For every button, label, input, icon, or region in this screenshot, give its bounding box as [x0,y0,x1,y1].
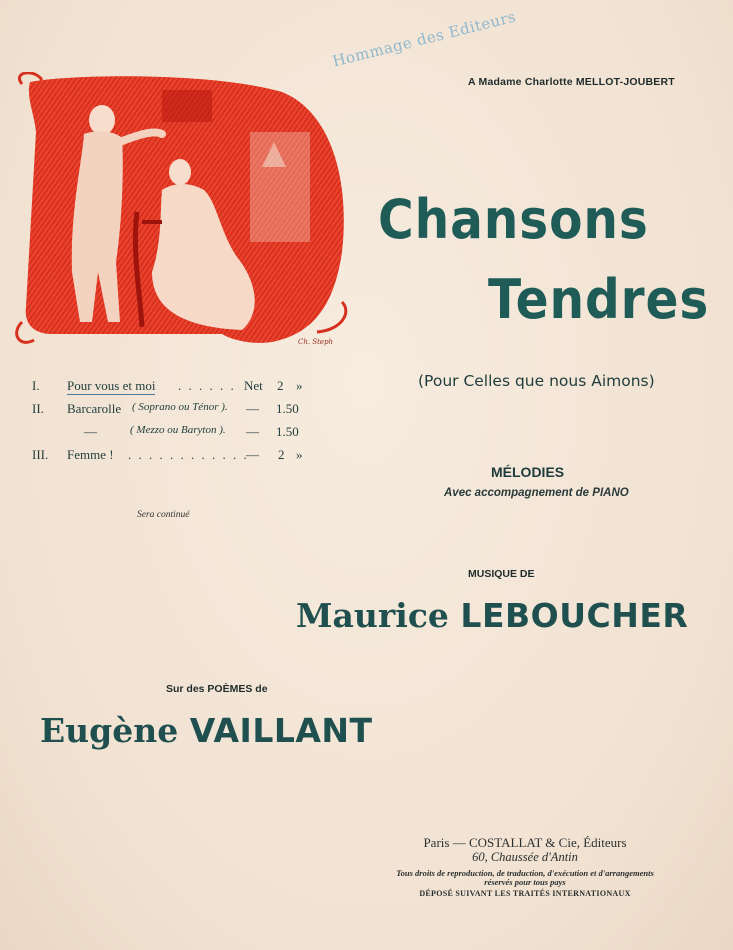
accompaniment: Avec accompagnement de PIANO [444,487,629,499]
item-number: II. [32,401,44,416]
to-be-continued: Sera continué [137,510,190,520]
publisher-block [380,835,670,898]
rights-notice: Tous droits de reproduction, de traduction, d'exécution et d'arrangements [396,868,654,878]
list-item [32,447,342,470]
item-title: Barcarolle [67,401,122,416]
item-voice: ( Mezzo ou Baryton ). [130,424,226,436]
poems-by-label: Sur des POÈMES de [166,683,268,695]
item-title: Femme ! [67,447,114,462]
item-price-label: Net [244,378,263,393]
dedication: A Madame Charlotte MELLOT-JOUBERT [468,76,675,88]
item-price: 1.50 [276,424,299,439]
list-item [32,424,342,447]
composer-name [296,596,688,635]
item-dots: . . . . . . [178,378,236,393]
item-price-label: — [246,447,259,462]
poet-first-name: Eugène [40,711,179,750]
publisher-name: Paris — COSTALLAT & Cie, Éditeurs [423,835,627,850]
rights-notice-2: réservés pour tous pays [484,877,566,887]
deposit-notice: DÉPOSÉ SUIVANT LES TRAITÉS INTERNATIONAUX [419,889,631,898]
item-number: I. [32,378,40,393]
item-number: III. [32,447,49,462]
composer-last-name: LEBOUCHER [460,596,689,635]
item-suffix: » [296,447,303,462]
music-by-label: MUSIQUE DE [468,568,535,580]
item-price: 2 [278,447,285,462]
illustration-signature: Ch. Steph [298,338,334,346]
item-suffix: » [296,378,303,393]
list-item [32,378,342,401]
composer-first-name: Maurice [296,596,449,635]
poet-last-name: VAILLANT [189,711,373,750]
list-item [32,401,342,424]
genre: MÉLODIES [491,464,565,480]
item-price-label: — [246,401,259,416]
item-price-label: — [246,424,259,439]
item-voice: ( Soprano ou Ténor ). [132,401,228,413]
subtitle: (Pour Celles que nous Aimons) [418,372,655,390]
title-line-1: Chansons [378,188,649,251]
item-dots: . . . . . . . . . . . . [128,447,249,462]
item-price: 2 [277,378,284,393]
item-title: Pour vous et moi [67,378,156,393]
item-title: — [84,424,97,439]
title-line-2: Tendres [488,268,710,331]
cover-illustration [12,72,352,367]
publisher-stamp: Hommage des Editeurs [330,7,518,71]
publisher-address: 60, Chaussée d'Antin [472,850,578,864]
poet-name [40,711,373,750]
contents-list [32,378,342,470]
item-price: 1.50 [276,401,299,416]
